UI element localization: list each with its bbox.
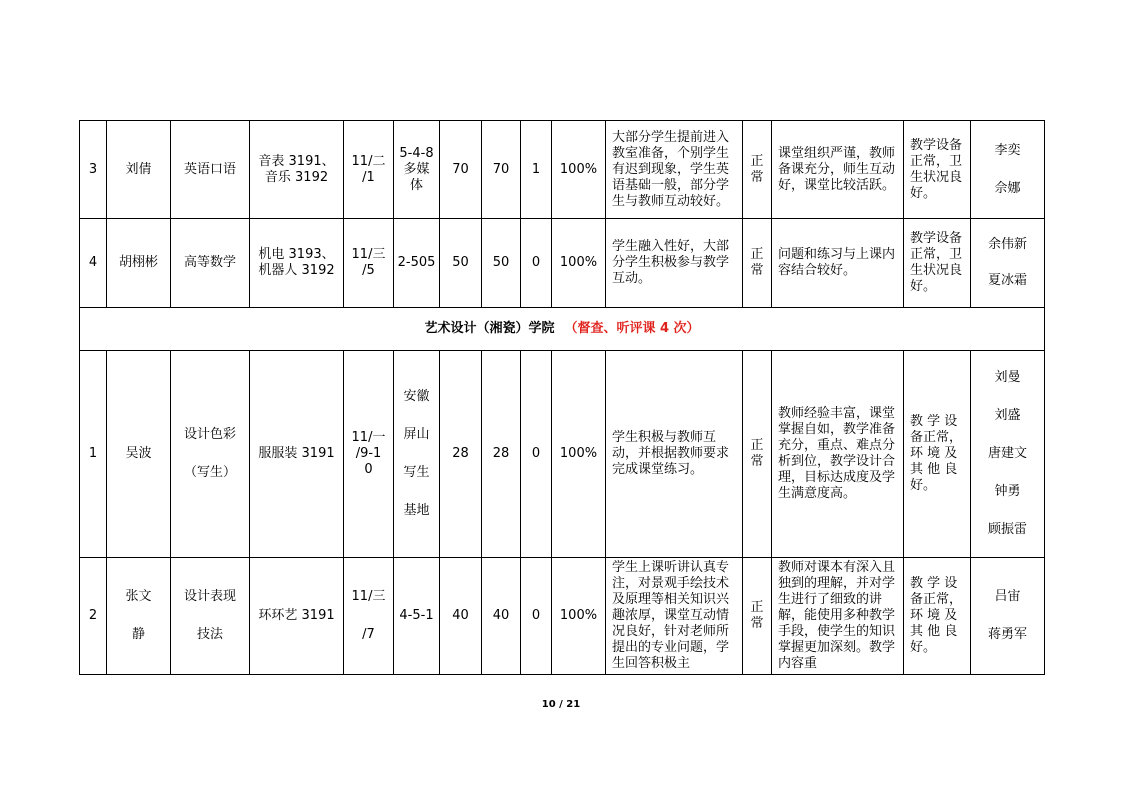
table-row <box>80 351 1045 558</box>
row-number: 2 <box>80 558 107 675</box>
course-name: 设计色彩 （写生） <box>171 351 250 558</box>
row-number: 1 <box>80 351 107 558</box>
date-period: 11/一 /9-1 0 <box>344 351 394 558</box>
absent-count: 0 <box>521 219 552 308</box>
class-name: 机电 3193、 机器人 3192 <box>250 219 344 308</box>
facilities-status: 教 学 设 备正常，环 境 及 其 他 良 好。 <box>904 351 971 558</box>
teacher-status: 正 常 <box>743 121 772 219</box>
actual-count: 28 <box>482 351 521 558</box>
section-header-row <box>80 308 1045 351</box>
expected-count: 28 <box>440 351 482 558</box>
teaching-evaluation: 问题和练习与上课内容结合较好。 <box>772 219 904 308</box>
inspectors: 刘曼 刘盛 唐建文 钟勇 顾振雷 <box>971 351 1045 558</box>
facilities-status: 教 学 设 备正常，环 境 及 其 他 良 好。 <box>904 558 971 675</box>
facilities-status: 教学设备正常，卫生状况良好。 <box>904 121 971 219</box>
attendance-rate: 100% <box>552 351 606 558</box>
date-period: 11/三 /5 <box>344 219 394 308</box>
student-status: 学生积极与教师互动，并根据教师要求完成课堂练习。 <box>606 351 743 558</box>
absent-count: 1 <box>521 121 552 219</box>
attendance-rate: 100% <box>552 558 606 675</box>
expected-count: 40 <box>440 558 482 675</box>
class-name: 环环艺 3191 <box>250 558 344 675</box>
teacher-status: 正 常 <box>743 558 772 675</box>
inspection-table <box>79 120 1045 675</box>
teacher-status: 正 常 <box>743 219 772 308</box>
teacher-name: 胡栩彬 <box>107 219 171 308</box>
classroom: 2-505 <box>394 219 440 308</box>
section-note: （督查、听评课 4 次） <box>564 321 700 336</box>
date-period: 11/二 /1 <box>344 121 394 219</box>
teacher-status: 正 常 <box>743 351 772 558</box>
table-row <box>80 558 1045 675</box>
actual-count: 70 <box>482 121 521 219</box>
actual-count: 50 <box>482 219 521 308</box>
class-name: 服服装 3191 <box>250 351 344 558</box>
teaching-evaluation: 教师对课本有深入且独到的理解，并对学生进行了细致的讲解，能使用多种教学手段，使学生的知识掌握更加深刻。教学内容重 <box>772 558 904 675</box>
table-row <box>80 121 1045 219</box>
student-status: 学生上课听讲认真专注，对景观手绘技术及原理等相关知识兴趣浓厚，课堂互动情况良好，针对老师所提出的专业问题，学生回答积极主 <box>606 558 743 675</box>
expected-count: 50 <box>440 219 482 308</box>
facilities-status: 教学设备正常，卫生状况良好。 <box>904 219 971 308</box>
classroom: 安徽 屏山 写生 基地 <box>394 351 440 558</box>
table-row <box>80 219 1045 308</box>
page-number: 10 / 21 <box>541 699 581 710</box>
course-name: 高等数学 <box>171 219 250 308</box>
course-name: 英语口语 <box>171 121 250 219</box>
date-period: 11/三 /7 <box>344 558 394 675</box>
actual-count: 40 <box>482 558 521 675</box>
attendance-rate: 100% <box>552 219 606 308</box>
expected-count: 70 <box>440 121 482 219</box>
teacher-name: 刘倩 <box>107 121 171 219</box>
inspectors: 李奕 佘娜 <box>971 121 1045 219</box>
teacher-name: 吴波 <box>107 351 171 558</box>
attendance-rate: 100% <box>552 121 606 219</box>
inspectors: 余伟新 夏冰霜 <box>971 219 1045 308</box>
student-status: 学生融入性好，大部分学生积极参与教学互动。 <box>606 219 743 308</box>
inspectors: 吕宙 蒋勇军 <box>971 558 1045 675</box>
teaching-evaluation: 课堂组织严谨，教师备课充分，师生互动好，课堂比较活跃。 <box>772 121 904 219</box>
teaching-evaluation: 教师经验丰富，课堂掌握自如，教学准备充分，重点、难点分析到位，教学设计合理，目标达成度及学生满意度高。 <box>772 351 904 558</box>
classroom: 5-4-8 多媒 体 <box>394 121 440 219</box>
absent-count: 0 <box>521 558 552 675</box>
class-name: 音表 3191、 音乐 3192 <box>250 121 344 219</box>
classroom: 4-5-1 <box>394 558 440 675</box>
section-header <box>80 308 1045 351</box>
student-status: 大部分学生提前进入教室准备，个别学生有迟到现象，学生英语基础一般，部分学生与教师互动较好。 <box>606 121 743 219</box>
course-name: 设计表现 技法 <box>171 558 250 675</box>
row-number: 3 <box>80 121 107 219</box>
section-title: 艺术设计（湘瓷）学院 <box>424 321 555 336</box>
absent-count: 0 <box>521 351 552 558</box>
teacher-name: 张文 静 <box>107 558 171 675</box>
row-number: 4 <box>80 219 107 308</box>
